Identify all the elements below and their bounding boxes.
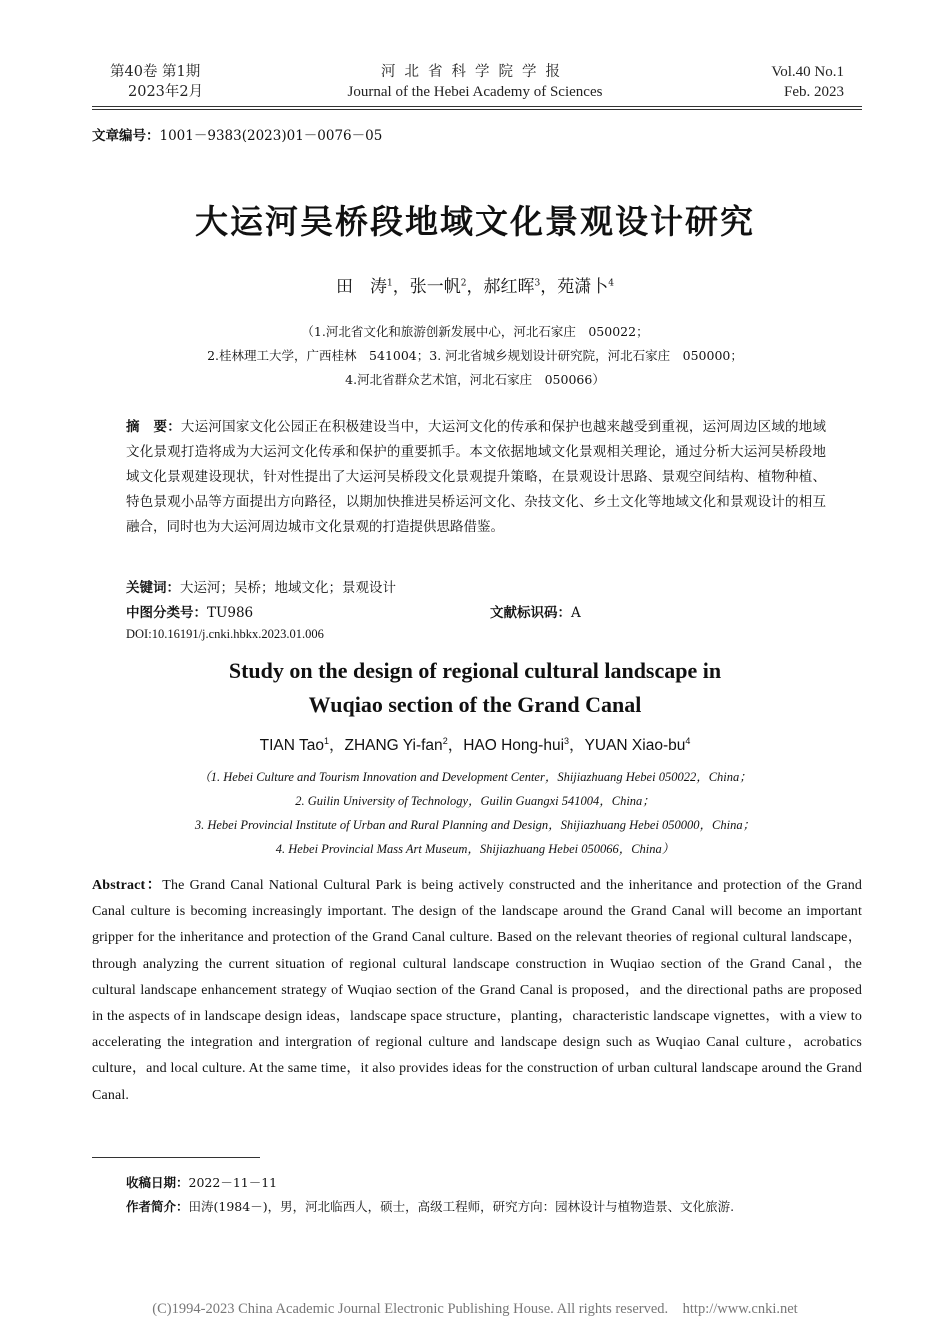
abstract-cn: [126, 415, 826, 540]
header-vol-en: Vol.40 No.1: [771, 64, 844, 80]
author-sep: ，: [392, 277, 410, 297]
author-en: TIAN Tao: [259, 737, 324, 754]
affiliation-en-line: （1. Hebei Culture and Tourism Innovation and Development Center，Shijiazhuang Hebei 050022，China；: [198, 770, 752, 784]
keywords-label: 关键词：: [126, 580, 180, 596]
clc-number: [126, 601, 253, 621]
affiliation-en-line: 3. Hebei Provincial Institute of Urban and Rural Planning and Design，Shijiazhuang Hebei 050000，China；: [194, 818, 756, 832]
author-sep: ，: [328, 737, 345, 754]
article-number-value: 1001－9383(2023)01－0076－05: [159, 128, 383, 144]
author-bio: [126, 1197, 734, 1215]
authors-cn: [0, 272, 950, 297]
abstract-cn-text: 大运河国家文化公园正在积极建设当中，大运河文化的传承和保护也越来越受到重视，运河周边区域的地域文化景观打造将成为大运河文化传承和保护的重要抓手。本文依据地域文化景观相关理论，通过分析大运河吴桥段地域文化景观建设现状，针对性提出了大运河吴桥段文化景观提升策略，在景观设计思路、景观空间结构、植物种植、特色景观小品等方面提出方向路径，以期加快推进吴桥运河文化、杂技文化、乡土文化等地域文化和景观设计的相互融合，同时也为大运河周边城市文化景观的打造提供思路借鉴。: [126, 419, 827, 535]
doc-code-value: A: [571, 605, 581, 621]
title-cn: 大运河吴桥段地域文化景观设计研究: [195, 202, 755, 241]
abstract-en-text: The Grand Canal National Cultural Park is being actively constructed and the inheritance and protection of the Grand Canal culture is becoming increasingly important. The design of the landscape around the Grand Canal will become an important gripper for the inheritance and protection of the Grand Canal culture. Based on the relevant theories of regional cultural landscape，through analyzing the current situation of regional cultural landscape construction in Wuqiao section of the Grand Canal，the cultural landscape enhancement strategy of Wuqiao section of the Grand Canal is proposed，and the directional paths are proposed in the aspects of in landscape design ideas，landscape space structure，planting，characteristic landscape vignettes，with a view to accelerating the integration and intergration of regional culture and landscape design such as Wuqiao Canal culture，acrobatics culture，and local culture. At the same time，it also provides ideas for the construction of urban cultural landscape around the Grand Canal.: [92, 878, 862, 1103]
author-sup: 2: [442, 735, 448, 746]
doi: DOI:10.16191/j.cnki.hbkx.2023.01.006: [126, 627, 324, 641]
affiliation-cn-line: （1.河北省文化和旅游创新发展中心，河北石家庄 050022；: [301, 324, 649, 339]
author-sep: ，: [447, 737, 464, 754]
author-sep: ，: [540, 277, 558, 297]
abstract-en: [92, 873, 862, 1109]
header-volume-cn: [110, 62, 270, 102]
received-label: 收稿日期：: [126, 1175, 189, 1190]
title-en: [0, 654, 950, 722]
journal-name-cn: 河北省科学院学报: [381, 64, 569, 80]
footnote-rule: [92, 1157, 260, 1158]
article-number: [92, 124, 382, 144]
affiliation-en-line: 4. Hebei Provincial Mass Art Museum，Shijiazhuang Hebei 050066，China）: [275, 842, 675, 856]
received-date: [126, 1173, 277, 1191]
doc-code-label: 文献标识码：: [490, 605, 571, 621]
header-volume-en: [644, 62, 844, 102]
header-rule-1: [92, 106, 862, 107]
author-sup: 1: [387, 278, 393, 289]
author-en: HAO Hong-hui: [463, 737, 565, 754]
affiliation-cn-line: 2.桂林理工大学，广西桂林 541004；3. 河北省城乡规划设计研究院，河北石家庄 050000；: [207, 348, 743, 363]
title-en-line: Wuqiao section of the Grand Canal: [308, 692, 642, 717]
author-sep: ，: [466, 277, 484, 297]
author-sup: 3: [534, 278, 541, 289]
author-cn: 苑潇卜: [557, 277, 609, 297]
author-sup: 3: [564, 735, 570, 746]
document-code: [490, 601, 581, 621]
abstract-cn-label: 摘 要：: [126, 419, 181, 435]
keywords: [126, 576, 396, 596]
author-cn: 田 涛: [336, 277, 388, 297]
affiliation-en-line: 2. Guilin University of Technology，Guilin Guangxi 541004，China；: [295, 794, 655, 808]
author-sup: 4: [608, 278, 614, 289]
copyright-footer: (C)1994-2023 China Academic Journal Electronic Publishing House. All rights reserved. http://www.cnki.net: [152, 1301, 798, 1317]
header-vol-issue: 第40卷 第1期: [110, 64, 201, 80]
author-cn: 张一帆: [409, 277, 461, 297]
author-sup: 2: [460, 278, 467, 289]
title-en-line: Study on the design of regional cultural landscape in: [228, 658, 722, 683]
author-en: ZHANG Yi-fan: [344, 737, 443, 754]
keywords-value: 大运河；吴桥；地域文化；景观设计: [180, 580, 396, 596]
authors-en: [0, 733, 950, 755]
author-en: YUAN Xiao-bu: [584, 737, 686, 754]
author-bio-value: 田涛(1984－)，男，河北临西人，硕士，高级工程师，研究方向：园林设计与植物造景、文化旅游.: [188, 1199, 735, 1214]
header-rule-2: [92, 109, 862, 110]
received-value: 2022－11－11: [188, 1175, 278, 1190]
author-cn: 郝红晖: [483, 277, 535, 297]
abstract-en-label: Abstract：: [92, 878, 163, 893]
header-date-en: Feb. 2023: [784, 84, 844, 100]
author-sep: ，: [569, 737, 585, 754]
author-bio-label: 作者简介：: [126, 1199, 189, 1214]
journal-name-en: Journal of the Hebei Academy of Sciences: [347, 84, 603, 100]
clc-value: TU986: [207, 605, 254, 621]
author-sup: 4: [685, 735, 691, 746]
header-journal: [290, 62, 660, 102]
affiliation-cn-line: 4.河北省群众艺术馆，河北石家庄 050066）: [345, 372, 605, 387]
author-sup: 1: [323, 735, 329, 746]
article-number-label: 文章编号：: [92, 128, 160, 144]
header-date-cn: 2023年2月: [128, 84, 204, 100]
clc-label: 中图分类号：: [126, 605, 207, 621]
